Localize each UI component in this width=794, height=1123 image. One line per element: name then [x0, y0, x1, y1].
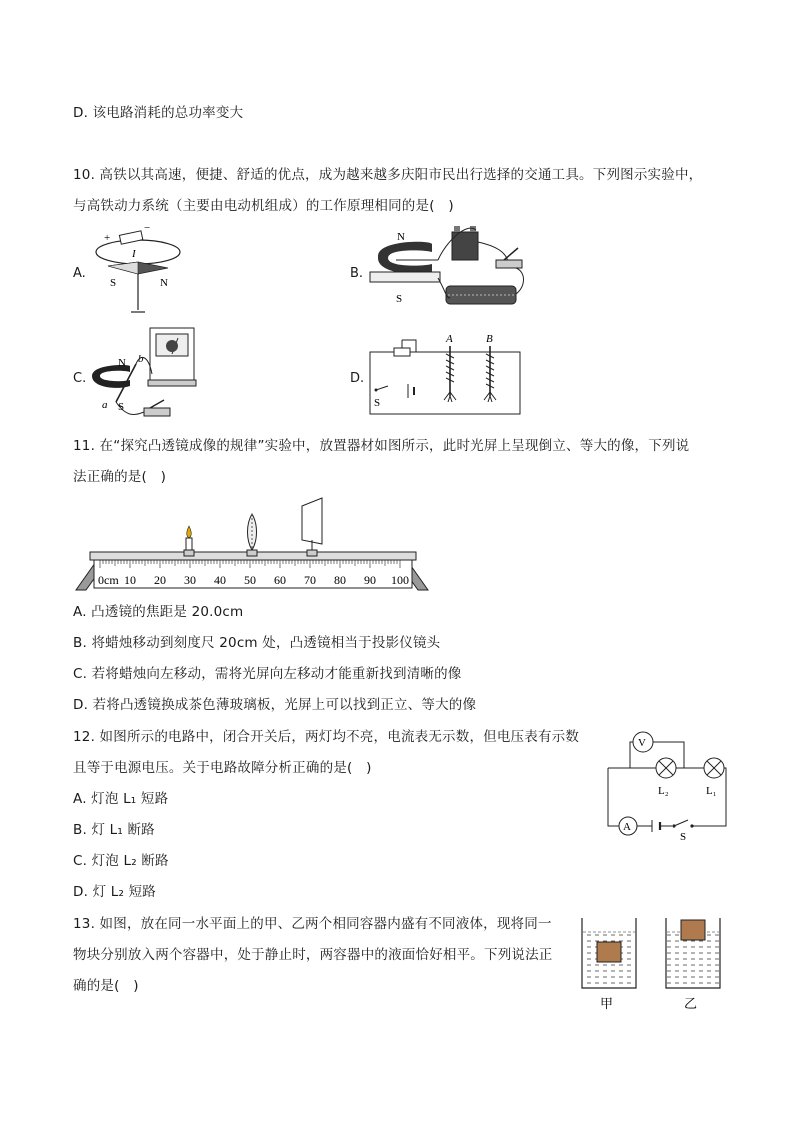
q12-option-b: B. 灯 L₁ 断路 [73, 822, 155, 838]
fig-b-north: N [397, 231, 405, 243]
circuit-ammeter-label: A [623, 821, 631, 833]
fig-a-current: I [132, 248, 136, 260]
fig-d-a: A [446, 333, 453, 345]
q11-option-d: D. 若将凸透镜换成茶色薄玻璃板，光屏上可以找到正立、等大的像 [73, 697, 477, 713]
q10-figure-c [88, 324, 198, 422]
fig-c-b: b [138, 353, 144, 365]
q11-text-line1: 11. 在“探究凸透镜成像的规律”实验中，放置器材如图所示，此时光屏上呈现倒立、等大的像，下列说 [73, 438, 690, 454]
circuit-switch-label: S [680, 831, 687, 843]
ruler-tick-label: 40 [214, 573, 226, 587]
fig-b-south: S [396, 293, 403, 305]
q12-text-line1: 12. 如图所示的电路中，闭合开关后，两灯均不亮，电流表无示数，但电压表有示数 [73, 729, 580, 745]
ruler-tick-label: 0cm [98, 573, 119, 587]
ruler-tick-label: 50 [244, 573, 256, 587]
q11-text-line2: 法正确的是( ) [73, 469, 167, 485]
ruler-tick-label: 60 [274, 573, 286, 587]
q9-option-d: D. 该电路消耗的总功率变大 [73, 105, 244, 121]
circuit-l1-label: L₁ [706, 785, 717, 797]
ruler-tick-label: 20 [154, 573, 166, 587]
ruler-tick-label: 30 [184, 573, 196, 587]
q12-option-a: A. 灯泡 L₁ 短路 [73, 791, 169, 807]
ruler-tick-label: 100 [391, 573, 409, 587]
q13-containers [578, 914, 728, 1012]
fig-c-south: S [118, 401, 125, 413]
q11-option-b: B. 将蜡烛移动到刻度尺 20cm 处，凸透镜相当于投影仪镜头 [73, 635, 441, 651]
q13-text-line3: 确的是( ) [73, 978, 139, 994]
q10-option-b-label: B. [350, 266, 364, 281]
q12-text-line2: 且等于电源电压。关于电路故障分析正确的是( ) [73, 760, 372, 776]
q12-circuit [600, 728, 730, 844]
fig-a-plus: + [104, 232, 111, 244]
q11-option-a: A. 凸透镜的焦距是 20.0cm [73, 604, 244, 620]
container-jia-label: 甲 [600, 996, 614, 1011]
fig-d-b: B [486, 333, 493, 345]
q12-option-c: C. 灯泡 L₂ 断路 [73, 853, 169, 869]
q13-text-line1: 13. 如图，放在同一水平面上的甲、乙两个相同容器内盛有不同液体，现将同一 [73, 916, 552, 932]
fig-c-a: a [102, 399, 108, 411]
ruler-tick-label: 90 [364, 573, 376, 587]
ruler-tick-label: 10 [124, 573, 136, 587]
fig-a-north: N [160, 277, 168, 289]
ruler-tick-label: 80 [334, 573, 346, 587]
q13-text-line2: 物块分别放入两个容器中，处于静止时，两容器中的液面恰好相平。下列说法正 [73, 947, 553, 963]
q10-option-a-label: A. [73, 266, 86, 281]
q11-optical-bench [72, 494, 432, 592]
q12-option-d: D. 灯 L₂ 短路 [73, 884, 156, 900]
container-yi-label: 乙 [684, 996, 698, 1011]
fig-c-north: N [118, 357, 126, 369]
q11-option-c: C. 若将蜡烛向左移动，需将光屏向左移动才能重新找到清晰的像 [73, 666, 462, 682]
ruler-tick-label: 70 [304, 573, 316, 587]
fig-a-minus: − [144, 222, 151, 234]
q10-option-c-label: C. [73, 371, 87, 386]
q10-text-line1: 10. 高铁以其高速，便捷、舒适的优点，成为越来越多庆阳市民出行选择的交通工具。下列图示实验中， [73, 167, 703, 183]
q10-text-line2: 与高铁动力系统（主要由电动机组成）的工作原理相同的是( ) [73, 198, 454, 214]
q10-option-d-label: D. [350, 371, 365, 386]
q10-figure-a [88, 222, 188, 322]
circuit-voltmeter-label: V [638, 737, 646, 749]
q10-figure-d [364, 330, 524, 418]
circuit-l2-label: L₂ [658, 785, 669, 797]
fig-a-south: S [110, 277, 117, 289]
fig-d-switch: S [374, 397, 381, 409]
q10-figure-b [366, 222, 536, 322]
